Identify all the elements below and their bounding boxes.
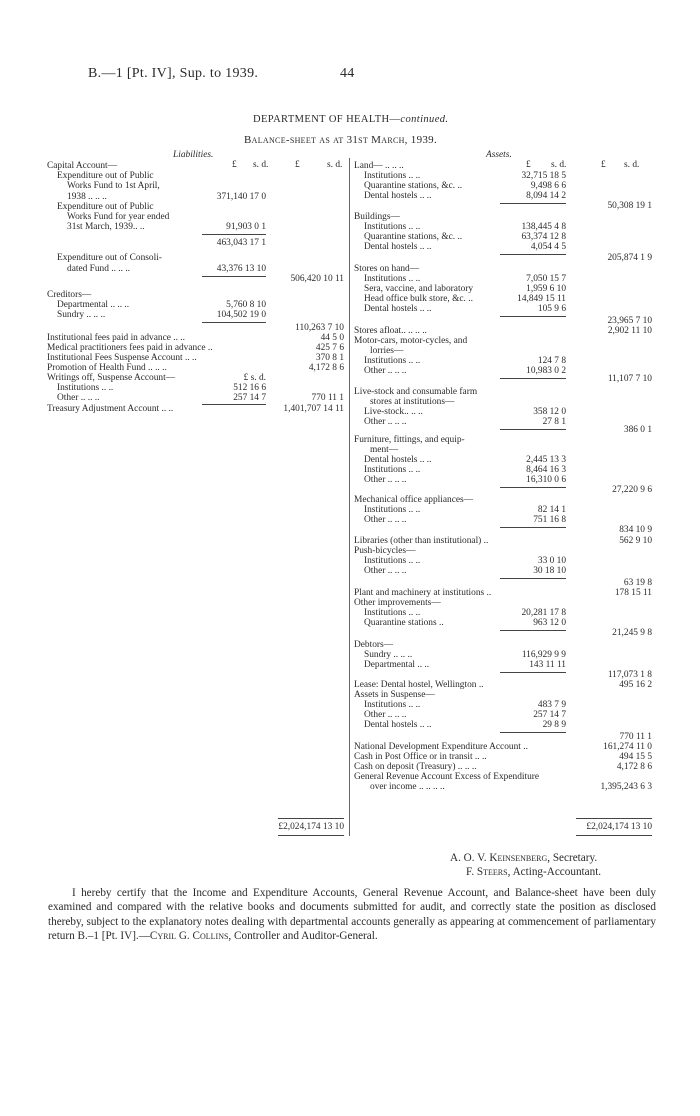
rule [500, 203, 566, 204]
line-label: 31st March, 1939.. .. [67, 222, 145, 232]
live-stock: Live-stock and consumable farm [354, 387, 478, 397]
line-label: 1938 .. .. .. [67, 192, 107, 202]
rule [500, 429, 566, 430]
line-label: General Revenue Account Excess of Expenditure [354, 772, 540, 782]
line-value: 358 12 0 [533, 407, 566, 417]
line-label: Institutions .. .. [364, 356, 421, 366]
line-label: over income .. .. .. .. [370, 782, 445, 792]
line-label: Other .. .. .. [364, 366, 407, 376]
rule [500, 527, 566, 528]
buildings-total: 205,874 1 9 [607, 253, 652, 263]
col-sd-2: s. d. [624, 160, 640, 170]
line-label: Other .. .. .. [364, 475, 407, 485]
line-label: Institutions .. .. [364, 608, 421, 618]
line-value: 562 9 10 [619, 536, 652, 546]
line-value: 370 8 1 [315, 353, 344, 363]
line-value: 44 5 0 [320, 333, 344, 343]
col-pounds: £ [232, 160, 237, 170]
line-value: 124 7 8 [537, 356, 566, 366]
line-label: Institutions .. .. [364, 222, 421, 232]
push-bicycles: Push-bicycles— [354, 546, 416, 556]
line-value: 32,715 18 5 [521, 171, 566, 181]
line-value: 33 0 10 [537, 556, 566, 566]
secretary-signature: A. O. V. Keinsenberg, Secretary. [450, 852, 598, 864]
line-label: Institutions .. .. [364, 465, 421, 475]
line-value: 4,172 8 6 [616, 762, 652, 772]
line-value: 116,929 9 9 [521, 650, 566, 660]
col-sd: s. d. [253, 160, 269, 170]
line-value: 2,445 13 3 [526, 455, 566, 465]
line-label: Dental hostels .. .. [364, 720, 432, 730]
line-label: Sera, vaccine, and laboratory [364, 284, 474, 294]
line-label: Live-stock.. .. .. [364, 407, 423, 417]
line-label: National Development Expenditure Account .. [354, 742, 528, 752]
liabilities-heading: Liabilities. [173, 150, 214, 160]
rule [500, 732, 566, 733]
rule [278, 835, 344, 836]
writings-col-head: £ s. d. [243, 373, 266, 383]
line-label: Medical practitioners fees paid in advance .. [47, 343, 213, 353]
line-value: 91,903 0 1 [226, 222, 266, 232]
writings-total: 770 11 1 [311, 393, 344, 403]
debtors-total: 117,073 1 8 [607, 670, 652, 680]
line-value: 8,094 14 2 [526, 191, 566, 201]
capital-total: 506,420 10 11 [290, 274, 344, 284]
rule [202, 276, 266, 277]
line-value: 7,050 15 7 [526, 274, 566, 284]
liabilities-grand-total: £2,024,174 13 10 [278, 822, 344, 832]
rule [500, 672, 566, 673]
rule [576, 835, 652, 836]
line-label: Dental hostels .. .. [364, 242, 432, 252]
col-sd-2: s. d. [327, 160, 343, 170]
page-reference: B.—1 [Pt. IV], Sup. to 1939. [88, 66, 259, 81]
balance-sheet-subtitle: Balance-sheet as at 31st March, 1939. [244, 134, 438, 146]
line-label: dated Fund .. .. .. [67, 264, 131, 274]
live-total: 386 0 1 [623, 425, 652, 435]
line-value: 14,849 15 11 [517, 294, 566, 304]
line-value: 483 7 9 [537, 700, 566, 710]
treasury-adjustment: Treasury Adjustment Account .. .. [47, 404, 174, 414]
rule [500, 254, 566, 255]
line-label: Dental hostels .. .. [364, 191, 432, 201]
line-value: 9,498 6 6 [530, 181, 566, 191]
line-label: Departmental .. .. [364, 660, 430, 670]
line-value: 4,054 4 5 [530, 242, 566, 252]
line-value: 494 15 5 [619, 752, 652, 762]
line-label: Promotion of Health Fund .. .. .. [47, 363, 167, 373]
line-value: 1,401,707 14 11 [283, 404, 344, 414]
line-value: 1,395,243 6 3 [600, 782, 652, 792]
line-value: 20,281 17 8 [521, 608, 566, 618]
line-label: stores at institutions— [370, 397, 455, 407]
furniture-total: 27,220 9 6 [612, 485, 652, 495]
line-label: Works Fund to 1st April, [67, 181, 160, 191]
page-number: 44 [340, 66, 355, 81]
line-label: Quarantine stations, &c. .. [364, 232, 463, 242]
line-label: Cash in Post Office or in transit .. .. [354, 752, 487, 762]
furniture: Furniture, fittings, and equip- [354, 435, 465, 445]
line-value: 4,172 8 6 [308, 363, 344, 373]
col-sd: s. d. [551, 160, 567, 170]
line-value: 16,310 0 6 [526, 475, 566, 485]
audit-certificate: I hereby certify that the Income and Expenditure Accounts, General Revenue Account, and Balance-sheet have been duly examined and compared with the relative books and documents submitted for audit, and correctly state the position as disclosed thereby, subject to the explanatory notes dealing with departmental accounts generally as appearing at commencement of parliamentary return B.–1 [Pt. IV].—Cyril G. Collins, Controller and Auditor-General. [48, 887, 656, 942]
debtors: Debtors— [354, 640, 394, 650]
line-label: Institutions .. .. [364, 171, 421, 181]
rule [500, 316, 566, 317]
land: Land— .. .. .. [354, 161, 404, 171]
line-label: Stores afloat.. .. .. .. [354, 326, 427, 336]
rule [202, 404, 266, 405]
line-value: 161,274 11 0 [603, 742, 652, 752]
accountant-signature: F. Steers, Acting-Accountant. [466, 866, 602, 878]
line-value: 963 12 0 [533, 618, 566, 628]
line-label: Institutional Fees Suspense Account .. .. [47, 353, 197, 363]
writings-off: Writings off, Suspense Account— [47, 373, 176, 383]
stores-total: 23,965 7 10 [607, 316, 652, 326]
line-label: Other .. .. .. [364, 710, 407, 720]
creditors-total: 110,263 7 10 [295, 323, 344, 333]
line-value: 138,445 4 8 [521, 222, 566, 232]
line-label: Sundry .. .. .. [57, 310, 106, 320]
line-value: 29 8 9 [542, 720, 566, 730]
line-label: Expenditure out of Public [57, 202, 154, 212]
other-improvements-total: 21,245 9 8 [612, 628, 652, 638]
capital-account: Capital Account— [47, 161, 118, 171]
line-label: ment— [370, 445, 399, 455]
line-value: 751 16 8 [533, 515, 566, 525]
line-value: 257 14 7 [233, 393, 266, 403]
line-label: Other .. .. .. [364, 566, 407, 576]
line-value: 104,502 19 0 [216, 310, 266, 320]
line-label: Other .. .. .. [57, 393, 100, 403]
stores-on-hand: Stores on hand— [354, 264, 420, 274]
push-total: 63 19 8 [623, 578, 652, 588]
line-value: 63,374 12 8 [521, 232, 566, 242]
line-value: 143 11 11 [529, 660, 566, 670]
line-value: 425 7 6 [315, 343, 344, 353]
line-value: 1,959 6 10 [526, 284, 566, 294]
document-title: DEPARTMENT OF HEALTH—continued. [253, 114, 449, 125]
line-label: Expenditure out of Public [57, 171, 154, 181]
line-value: 371,140 17 0 [216, 192, 266, 202]
line-value: 8,464 16 3 [526, 465, 566, 475]
line-value: 10,983 0 2 [526, 366, 566, 376]
line-label: Cash on deposit (Treasury) .. .. .. [354, 762, 477, 772]
suspense-total: 770 11 1 [619, 732, 652, 742]
line-label: Expenditure out of Consoli- [57, 253, 162, 263]
line-value: 30 18 10 [533, 566, 566, 576]
rule [500, 378, 566, 379]
line-label: Institutions .. .. [57, 383, 114, 393]
assets-heading: Assets. [486, 150, 512, 160]
assets-grand-total: £2,024,174 13 10 [586, 822, 652, 832]
rule [576, 818, 652, 819]
line-value: 105 9 6 [537, 304, 566, 314]
assets-in-suspense: Assets in Suspense— [354, 690, 435, 700]
line-value: 43,376 13 10 [216, 264, 266, 274]
line-label: Plant and machinery at institutions .. [354, 588, 492, 598]
line-value: 512 16 6 [233, 383, 266, 393]
line-label: Dental hostels .. .. [364, 455, 432, 465]
column-divider [349, 158, 350, 836]
line-value: 178 15 11 [614, 588, 652, 598]
buildings: Buildings— [354, 212, 400, 222]
line-value: 27 8 1 [542, 417, 566, 427]
col-pounds-2: £ [295, 160, 300, 170]
line-label: Institutions .. .. [364, 700, 421, 710]
line-label: Other .. .. .. [364, 515, 407, 525]
line-value: 5,760 8 10 [226, 300, 266, 310]
line-label: Institutions .. .. [364, 556, 421, 566]
line-value: 2,902 11 10 [607, 326, 652, 336]
land-total: 50,308 19 1 [607, 201, 652, 211]
rule [500, 578, 566, 579]
line-label: Institutional fees paid in advance .. .. [47, 333, 185, 343]
line-label: lorries— [370, 346, 404, 356]
line-label: Departmental .. .. .. [57, 300, 130, 310]
rule [202, 322, 266, 323]
line-label: Dental hostels .. .. [364, 304, 432, 314]
motor-vehicles: Motor-cars, motor-cycles, and [354, 336, 468, 346]
line-label: Other .. .. .. [364, 417, 407, 427]
rule [500, 487, 566, 488]
line-label: Sundry .. .. .. [364, 650, 413, 660]
line-value: 495 16 2 [619, 680, 652, 690]
other-improvements: Other improvements— [354, 598, 441, 608]
line-label: Libraries (other than institutional) .. [354, 536, 489, 546]
rule [278, 818, 344, 819]
col-pounds-2: £ [601, 160, 606, 170]
line-label: Institutions .. .. [364, 505, 421, 515]
line-label: Quarantine stations .. [364, 618, 444, 628]
line-value: 82 14 1 [537, 505, 566, 515]
motor-total: 11,107 7 10 [607, 374, 652, 384]
line-label: Institutions .. .. [364, 274, 421, 284]
mechanical-total: 834 10 9 [619, 525, 652, 535]
mechanical-appliances: Mechanical office appliances— [354, 495, 474, 505]
rule [500, 630, 566, 631]
col-pounds: £ [526, 160, 531, 170]
subtotal: 463,043 17 1 [216, 238, 266, 248]
line-label: Head office bulk store, &c. .. [364, 294, 473, 304]
line-value: 257 14 7 [533, 710, 566, 720]
rule [202, 234, 266, 235]
creditors: Creditors— [47, 290, 92, 300]
line-label: Quarantine stations, &c. .. [364, 181, 463, 191]
line-label: Lease: Dental hostel, Wellington .. [354, 680, 484, 690]
line-label: Works Fund for year ended [67, 212, 170, 222]
